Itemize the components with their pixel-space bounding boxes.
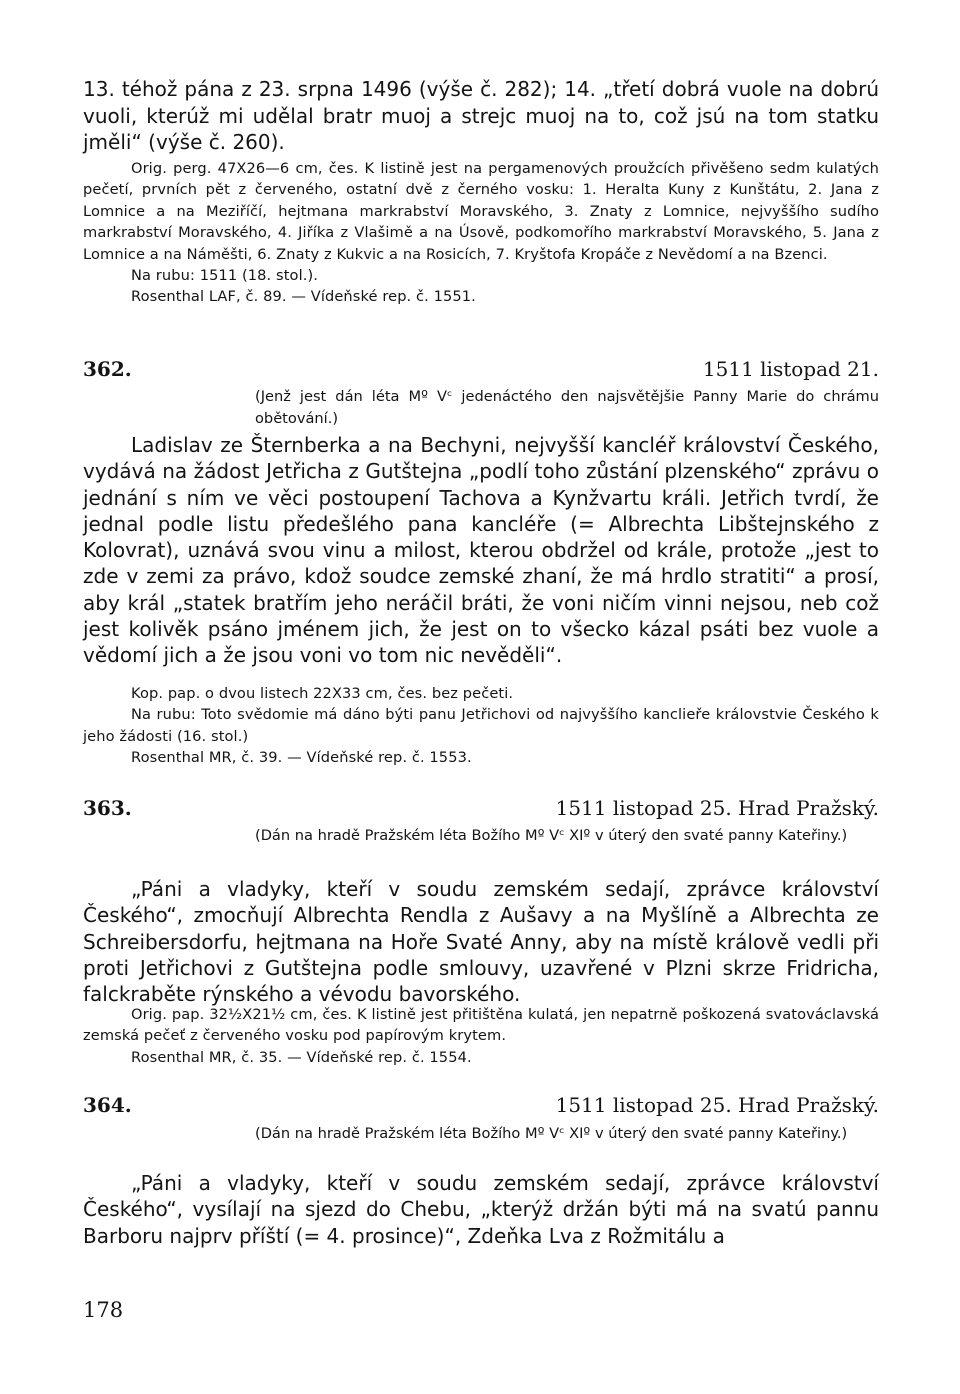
orig-note [83, 158, 879, 308]
document-number: 363. [83, 796, 132, 820]
document-regest: „Páni a vladyky, kteří v soudu zemském sedají, zprávce království Českého“, vysílají na sjezd do Chebu, „kterýž držán býti má na svatú pannu Barboru najprv příští (= 4. prosince)“, Zdeňka Lva z Rožmitálu a [83, 1171, 879, 1248]
orig-note [83, 683, 879, 769]
references-note: Rosenthal MR, č. 39. — Vídeňské rep. č. 1553. [131, 749, 472, 767]
document-dating-clause: (Jenž jest dán léta Mº Vᶜ jedenáctého den najsvětějšie Panny Marie do chrámu obětování.) [255, 388, 879, 427]
references-note: Rosenthal MR, č. 35. — Vídeňské rep. č. 1554. [131, 1048, 472, 1066]
references-note: Rosenthal LAF, č. 89. — Vídeňské rep. č. 1551. [131, 288, 476, 306]
orig-note [83, 1004, 879, 1068]
document-dating-clause: (Dán na hradě Pražském léta Božího Mº Vᶜ XIº v úterý den svaté panny Kateřiny.) [255, 827, 848, 844]
document-regest: „Páni a vladyky, kteří v soudu zemském sedají, zprávce království Českého“, zmocňují Albrechta Rendla z Aušavy a na Myšlíně a Albrechta ze Schreibersdorfu, hejtmana na Hoře Svaté Anny, aby na místě králově vedli při proti Jetřichovi z Gutštejna podle smlouvy, uzavřené v Plzni skrze Fridricha, falckraběte rýnského a vévodu bavorského. [83, 877, 879, 1007]
continuation-paragraph: 13. téhož pána z 23. srpna 1496 (výše č. 282); 14. „třetí dobrá vuole na dobrú vuoli, kterúž mi udělal bratr muoj a strejc muoj na to, což jsú na tom statku jměli“ (výše č. 260). [83, 77, 879, 154]
document-dating-clause: (Dán na hradě Pražském léta Božího Mº Vᶜ XIº v úterý den svaté panny Kateřiny.) [255, 1125, 848, 1142]
orig-note-text: Kop. pap. o dvou listech 22X33 cm, čes. bez pečeti. [131, 685, 514, 702]
page-number: 178 [83, 1298, 124, 1322]
document-date: 1511 listopad 21. [702, 357, 879, 381]
rubric-note: Na rubu: 1511 (18. stol.). [131, 267, 319, 285]
orig-note-text: Orig. pap. 32½X21½ cm, čes. K listině jest přitištěna kulatá, jen nepatrně poškozená svatováclavská zemská pečeť z červeného vosku pod papírovým krytem. [83, 1006, 879, 1045]
document-number: 362. [83, 357, 132, 381]
orig-note-text: Orig. perg. 47X26—6 cm, čes. K listině jest na pergamenových proužcích přivěšeno sedm kulatých pečetí, prvních pět z červeného, ostatní dvě z černého vosku: 1. Heralta Kuny z Kunštátu, 2. Jana z Lomnice a na Meziříčí, hejtmana markrabství Moravského, 3. Znaty z Lomnice, nejvyššího sudího markrabství Moravského, 4. Jiříka z Vlašimě a na Úsově, podkomořího markrabství Moravského, 5. Jana z Lomnice a na Náměšti, 6. Znaty z Kukvic a na Rosicích, 7. Kryštofa Kropáče z Nevědomí a na Bzenci. [83, 160, 879, 263]
rubric-note: Na rubu: Toto svědomie má dáno býti panu Jetřichovi od najvyššího kanclieře královstvie Českého k jeho žádosti (16. stol.) [83, 706, 879, 745]
document-regest: Ladislav ze Šternberka a na Bechyni, nejvyšší kancléř království Českého, vydává na žádost Jetřicha z Gutštejna „podlí toho zůstání plzenského“ zprávu o jednání s ním ve věci postoupení Tachova a Kynžvartu králi. Jetřich tvrdí, že jednal podle listu předešlého pana kancléře (= Albrechta Libštejnského z Kolovrat), uznává svou vinu a milost, kterou obdržel od krále, protože „jest to zde v zemi za právo, kdož soudce zemské zhaní, že má hrdlo stratiti“ a prosí, aby král „statek bratřím jeho neráčil bráti, že voni ničím vinni nejsou, neb což jest kolivěk psáno jménem jich, že jest on to všecko kázal psáti bez vuole a vědomí jich a že jsou voni vo tom nic nevěděli“. [83, 433, 879, 668]
document-number: 364. [83, 1093, 132, 1117]
document-date: 1511 listopad 25. Hrad Pražský. [555, 796, 879, 820]
document-date: 1511 listopad 25. Hrad Pražský. [555, 1093, 879, 1117]
